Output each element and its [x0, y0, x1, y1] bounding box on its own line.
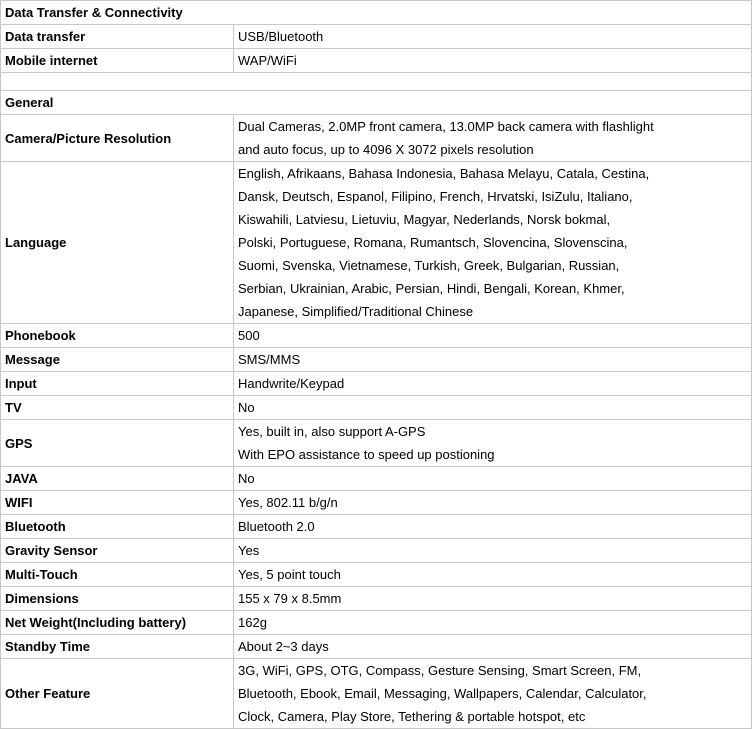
spec-row-data-transfer	[1, 25, 752, 49]
spec-row-language	[1, 162, 752, 324]
spec-value: Yes, built in, also support A-GPS With EPO assistance to speed up postioning	[234, 420, 752, 467]
spec-label: Multi-Touch	[1, 563, 234, 587]
section-title-connectivity: Data Transfer & Connectivity	[1, 1, 752, 25]
spec-row-gps	[1, 420, 752, 467]
spec-row-multi-touch	[1, 563, 752, 587]
spec-label: Standby Time	[1, 635, 234, 659]
spec-label: Other Feature	[1, 659, 234, 729]
spec-row-tv	[1, 396, 752, 420]
spec-label: Message	[1, 348, 234, 372]
spec-row-other-feature	[1, 659, 752, 729]
spec-label: Language	[1, 162, 234, 324]
spec-label: Phonebook	[1, 324, 234, 348]
spec-label: WIFI	[1, 491, 234, 515]
spec-row-wifi	[1, 491, 752, 515]
spec-row-camera	[1, 115, 752, 162]
spec-value: SMS/MMS	[234, 348, 752, 372]
spec-value: Handwrite/Keypad	[234, 372, 752, 396]
spec-value: 500	[234, 324, 752, 348]
spec-value: About 2~3 days	[234, 635, 752, 659]
spec-value: 162g	[234, 611, 752, 635]
spec-value: Bluetooth 2.0	[234, 515, 752, 539]
spec-label: Mobile internet	[1, 49, 234, 73]
spec-row-mobile-internet	[1, 49, 752, 73]
spec-value: Yes, 802.11 b/g/n	[234, 491, 752, 515]
blank-row	[1, 73, 752, 91]
spec-label: Net Weight(Including battery)	[1, 611, 234, 635]
spec-value: 155 x 79 x 8.5mm	[234, 587, 752, 611]
section-title-general: General	[1, 91, 752, 115]
blank-cell	[1, 73, 752, 91]
spec-row-java	[1, 467, 752, 491]
section-row-general	[1, 91, 752, 115]
spec-value: 3G, WiFi, GPS, OTG, Compass, Gesture Sensing, Smart Screen, FM, Bluetooth, Ebook, Email, Messaging, Wallpapers, Calendar, Calculator, Clock, Camera, Play Store, Tethering & portable hotspot, etc	[234, 659, 752, 729]
spec-label: Dimensions	[1, 587, 234, 611]
spec-value: Dual Cameras, 2.0MP front camera, 13.0MP back camera with flashlight and auto focus, up to 4096 X 3072 pixels resolution	[234, 115, 752, 162]
spec-label: Gravity Sensor	[1, 539, 234, 563]
spec-value: USB/Bluetooth	[234, 25, 752, 49]
spec-label: Input	[1, 372, 234, 396]
spec-value: Yes	[234, 539, 752, 563]
spec-label: Data transfer	[1, 25, 234, 49]
spec-row-bluetooth	[1, 515, 752, 539]
spec-row-phonebook	[1, 324, 752, 348]
spec-row-dimensions	[1, 587, 752, 611]
spec-value: Yes, 5 point touch	[234, 563, 752, 587]
spec-label: JAVA	[1, 467, 234, 491]
spec-value: No	[234, 467, 752, 491]
spec-label: TV	[1, 396, 234, 420]
spec-label: GPS	[1, 420, 234, 467]
spec-row-net-weight	[1, 611, 752, 635]
spec-row-message	[1, 348, 752, 372]
spec-row-input	[1, 372, 752, 396]
spec-label: Bluetooth	[1, 515, 234, 539]
section-row-connectivity	[1, 1, 752, 25]
spec-value: No	[234, 396, 752, 420]
spec-value: WAP/WiFi	[234, 49, 752, 73]
spec-row-gravity-sensor	[1, 539, 752, 563]
spec-row-standby-time	[1, 635, 752, 659]
spec-value: English, Afrikaans, Bahasa Indonesia, Bahasa Melayu, Catala, Cestina, Dansk, Deutsch, Espanol, Filipino, French, Hrvatski, IsiZulu, Italiano, Kiswahili, Latviesu, Lietuviu, Magyar, Nederlands, Norsk bokmal, Polski, Portuguese, Romana, Rumantsch, Slovencina, Slovenscina, Suomi, Svenska, Vietnamese, Turkish, Greek, Bulgarian, Russian, Serbian, Ukrainian, Arabic, Persian, Hindi, Bengali, Korean, Khmer, Japanese, Simplified/Traditional Chinese	[234, 162, 752, 324]
spec-label: Camera/Picture Resolution	[1, 115, 234, 162]
